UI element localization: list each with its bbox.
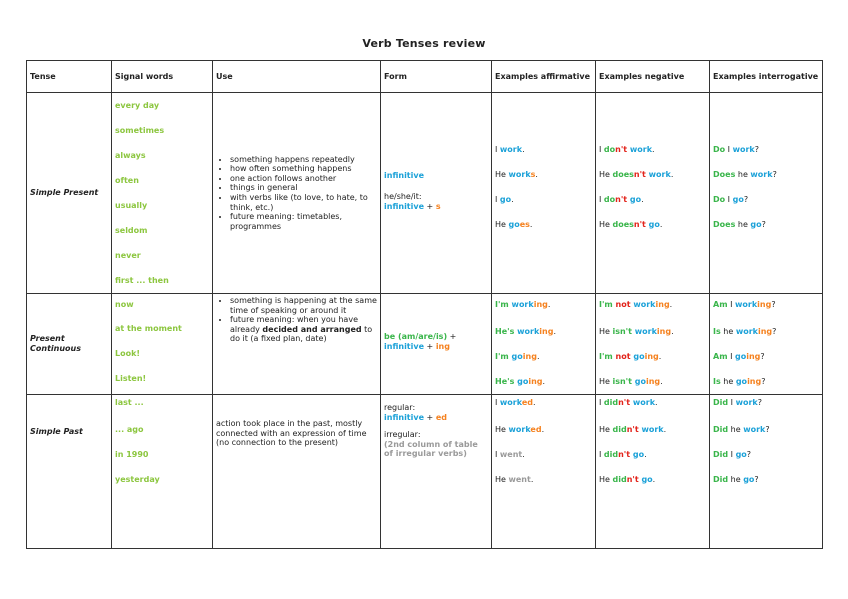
signal-word: now [115,300,134,309]
example-sentence: I didn't work. [599,398,658,407]
form-plus: + [424,201,436,211]
header-form: Form [381,61,492,93]
signal-word: first ... then [115,276,169,285]
example-sentence: Did he work? [713,425,770,434]
example-sentence: Am I working? [713,300,776,309]
use-simple-past [213,395,381,549]
example-sentence: Do I go? [713,195,749,204]
form-simple-present [381,93,492,294]
example-sentence: Did he go? [713,475,759,484]
example-sentence: He's going. [495,377,546,386]
example-sentence: Did I go? [713,450,752,459]
page-title: Verb Tenses review [362,37,486,50]
example-sentence: He doesn't go. [599,220,663,229]
example-sentence: He isn't going. [599,377,663,386]
signal-word: in 1990 [115,450,149,459]
tenses-table [26,60,823,549]
signal-words-simple-present [112,93,213,294]
form-label: irregular: [384,430,421,440]
example-sentence: I work. [495,145,525,154]
tense-simple-past: Simple Past [27,395,112,549]
signal-word: always [115,151,146,160]
form-ending: ed [435,412,447,422]
signal-word: never [115,251,141,260]
example-sentence: I'm not working. [599,300,673,309]
example-sentence: I go. [495,195,514,204]
signal-word: last ... [115,398,144,407]
example-sentence: He doesn't work. [599,170,674,179]
header-tense: Tense [27,61,112,93]
form-present-continuous: be (am/are/is) + infinitive + ing [381,294,492,395]
signal-words-present-continuous [112,294,213,395]
example-sentence: Does he work? [713,170,777,179]
use-item: • one action follows another [230,174,377,184]
example-sentence: He went. [495,475,534,484]
example-sentence: He worked. [495,425,545,434]
use-item: • something is happening at the same time of speaking or around it [230,296,377,315]
example-sentence: I didn't go. [599,450,647,459]
row-simple-past [27,395,823,549]
form-infinitive: infinitive [384,170,425,180]
signal-word: often [115,176,139,185]
row-present-continuous [27,294,823,395]
example-sentence: I'm going. [495,352,540,361]
use-present-continuous [213,294,381,395]
use-item: • with verbs like (to love, to hate, to think, etc.) [230,193,377,212]
header-examples-interrogative: Examples interrogative [710,61,823,93]
example-sentence: I don't go. [599,195,644,204]
use-item: • how often something happens [230,164,377,174]
form-ending: s [435,201,441,211]
form-label: he/she/it: [384,192,422,202]
examples-affirmative-simple-present [492,93,596,294]
example-sentence: Did I work? [713,398,762,407]
example-sentence: He didn't work. [599,425,667,434]
example-sentence: Does he go? [713,220,766,229]
form-third-person [384,192,488,211]
use-text: action took place in the past, mostly connected with an expression of time (no connection to the present) [216,419,367,448]
signal-word: ... ago [115,425,144,434]
form-simple-past: regular: infinitive + ed irregular: (2nd column of table of irregular verbs) [381,395,492,549]
use-item: • future meaning: when you have already decided and arranged to do it (a fixed plan, date) [230,315,377,344]
example-sentence: He works. [495,170,538,179]
example-sentence: He's working. [495,327,556,336]
example-sentence: I went. [495,450,525,459]
signal-word: every day [115,101,160,110]
form-infinitive: infinitive [384,412,425,422]
signal-word: yesterday [115,475,160,484]
example-sentence: He goes. [495,220,533,229]
example-sentence: He isn't working. [599,327,674,336]
tense-simple-present: Simple Present [27,93,112,294]
header-examples-affirmative: Examples affirmative [492,61,596,93]
signal-word: Look! [115,349,141,358]
use-item: • something happens repeatedly [230,155,377,165]
signal-word: usually [115,201,148,210]
example-sentence: I'm working. [495,300,551,309]
examples-interrogative-simple-past [710,395,823,549]
form-be: be (am/are/is) [384,332,448,342]
example-sentence: I worked. [495,398,536,407]
use-item: • future meaning: timetables, programmes [230,212,377,231]
examples-interrogative-present-continuous [710,294,823,395]
example-sentence: I don't work. [599,145,655,154]
example-sentence: Is he working? [713,327,777,336]
signal-words-simple-past [112,395,213,549]
use-item: • things in general [230,183,377,193]
examples-affirmative-simple-past [492,395,596,549]
example-sentence: I'm not going. [599,352,662,361]
signal-word: Listen! [115,374,147,383]
examples-negative-simple-present [596,93,710,294]
header-use: Use [213,61,381,93]
signal-word: seldom [115,226,148,235]
examples-negative-present-continuous [596,294,710,395]
example-sentence: Is he going? [713,377,766,386]
form-infinitive: infinitive [384,201,425,211]
form-label: regular: [384,403,416,412]
form-infinitive: infinitive [384,342,425,351]
header-examples-negative: Examples negative [596,61,710,93]
use-simple-present [213,93,381,294]
header-signal-words: Signal words [112,61,213,93]
examples-negative-simple-past [596,395,710,549]
signal-word: at the moment [115,324,182,333]
tense-present-continuous: Present Continuous [27,294,112,395]
form-ending: ing [435,342,450,351]
header-row [27,61,823,93]
example-sentence: Am I going? [713,352,765,361]
form-irregular-note: (2nd column of table of irregular verbs) [384,439,478,459]
examples-affirmative-present-continuous [492,294,596,395]
example-sentence: Do I work? [713,145,759,154]
signal-word: sometimes [115,126,165,135]
row-simple-present [27,93,823,294]
examples-interrogative-simple-present [710,93,823,294]
example-sentence: He didn't go. [599,475,656,484]
